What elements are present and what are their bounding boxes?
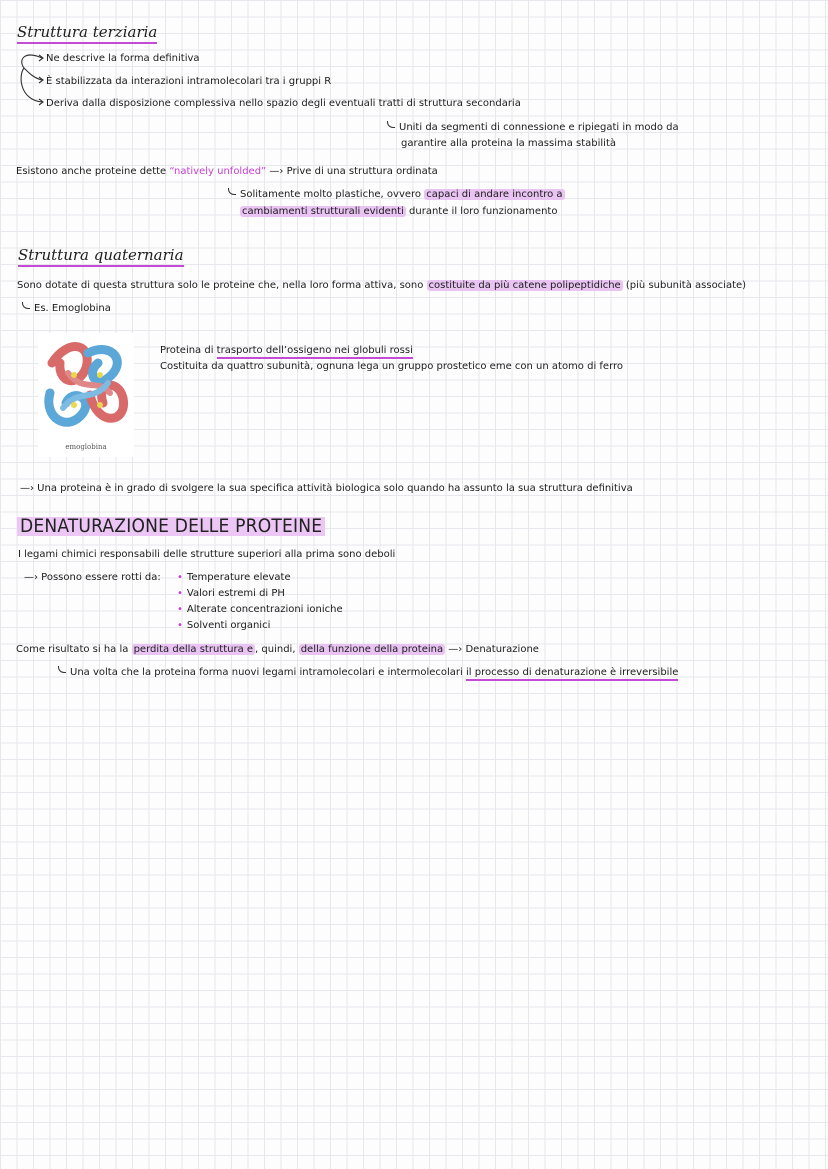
hook-arrow-icon (22, 302, 30, 309)
tertiary-bullet-1: Ne descrive la forma definitiva (46, 53, 200, 64)
can-be-broken-by: —› Possono essere rotti da: (24, 572, 161, 583)
result-line: Come risultato si ha la perdita della struttura e , quindi, della funzione della proteina —› Denaturazione (16, 644, 539, 655)
section-title-denaturazione: DENATURAZIONE DELLE PROTEINE (17, 515, 325, 537)
example-line: Es. Emoglobina (22, 302, 111, 315)
hemoglobin-line-2: Costituita da quattro subunità, ognuna lega un gruppo prostetico eme con un atomo di ferro (160, 361, 624, 372)
denaturation-paragraph: I legami chimici responsabili delle strutture superiori alla prima sono deboli (18, 549, 396, 560)
unfolded-line: Esistono anche proteine dette “natively unfolded” —› Prive di una struttura ordinata (16, 166, 438, 177)
section-title-terziaria: Struttura terziaria (17, 23, 157, 44)
hook-arrow-icon (58, 666, 66, 673)
list-item: • Valori estremi di PH (177, 588, 285, 599)
bracket-arrows-icon (14, 50, 46, 108)
hemoglobin-illustration (38, 333, 134, 443)
hemoglobin-image (38, 333, 134, 457)
list-item: • Solventi organici (177, 620, 271, 631)
unfolded-sub-line-2: cambiamenti strutturali evidenti durante il loro funzionamento (242, 206, 558, 217)
section-title-quaternaria: Struttura quaternaria (18, 246, 184, 267)
irreversible-line: Una volta che la proteina forma nuovi legami intramolecolari e intermolecolari il processo di denaturazione è irreversibile (58, 666, 678, 679)
tertiary-sub-line-2: garantire alla proteina la massima stabilità (401, 138, 617, 149)
conclusion-line: —› Una proteina è in grado di svolgere la sua specifica attività biologica solo quando ha assunto la sua struttura definitiva (20, 483, 633, 494)
hook-arrow-icon (387, 121, 395, 128)
quaternary-paragraph: Sono dotate di questa struttura solo le proteine che, nella loro forma attiva, sono costituite da più catene polipeptidiche (più subunità associate) (17, 280, 747, 291)
hemoglobin-line-1: Proteina di trasporto dell’ossigeno nei globuli rossi (160, 344, 413, 357)
unfolded-sub-line-1: Solitamente molto plastiche, ovvero capaci di andare incontro a (228, 188, 565, 201)
tertiary-bullet-3: Deriva dalla disposizione complessiva nello spazio degli eventuali tratti di struttura secondaria (46, 98, 521, 109)
list-item: • Alterate concentrazioni ioniche (177, 604, 343, 615)
hook-arrow-icon (228, 188, 236, 195)
tertiary-bullet-2: È stabilizzata da interazioni intramolecolari tra i gruppi R (46, 76, 332, 87)
image-caption: emoglobina (65, 443, 107, 451)
list-item: • Temperature elevate (177, 572, 291, 583)
tertiary-sub-line-1: Uniti da segmenti di connessione e ripiegati in modo da (387, 121, 679, 134)
